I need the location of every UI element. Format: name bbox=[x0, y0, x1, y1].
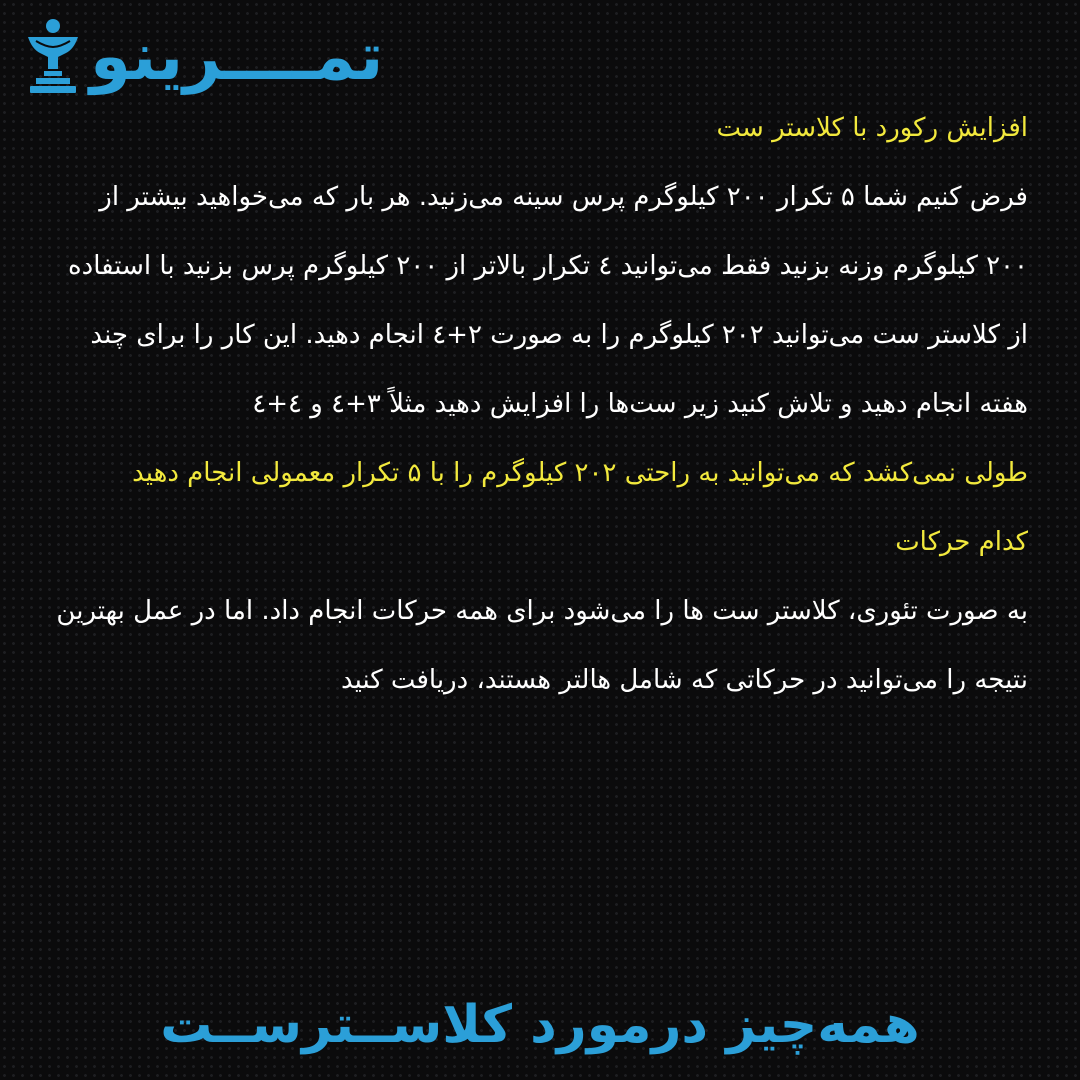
article-paragraph-2: به صورت تئوری، کلاستر ست ها را می‌شود برای همه حرکات انجام داد. اما در عمل بهترین نتیجه را می‌توانید در حرکاتی که شامل هالتر هستند، دریافت کنید bbox=[56, 596, 1028, 695]
footer-tagline: همه‌چیز درمورد کلاســترســت bbox=[160, 995, 920, 1055]
article-title: افزایش رکورد با کلاستر ست bbox=[716, 113, 1028, 143]
article-paragraph-1: فرض کنیم شما ۵ تکرار ۲۰۰ کیلوگرم پرس سینه می‌زنید. هر بار که می‌خواهید بیشتر از ۲۰۰ کیلوگرم وزنه بزنید فقط می‌توانید ٤ تکرار بالاتر از ۲۰۰ کیلوگرم پرس بزنید با استفاده از کلاستر ست می‌توانید ۲۰۲ کیلوگرم را به صورت ۲+٤ انجام دهید. این کار را برای چند هفته انجام دهید و تلاش کنید زیر ست‌ها را افزایش دهید مثلاً ۳+٤ و ٤+٤ bbox=[68, 182, 1028, 419]
trophy-icon bbox=[22, 17, 84, 97]
brand-name: تمــــرینو bbox=[90, 18, 384, 95]
article-body bbox=[50, 94, 1028, 715]
article-highlight: طولی نمی‌کشد که می‌توانید به راحتی ۲۰۲ کیلوگرم را با ۵ تکرار معمولی انجام دهید bbox=[132, 458, 1028, 488]
section-heading: کدام حرکات bbox=[895, 527, 1028, 557]
brand-logo bbox=[22, 12, 442, 102]
